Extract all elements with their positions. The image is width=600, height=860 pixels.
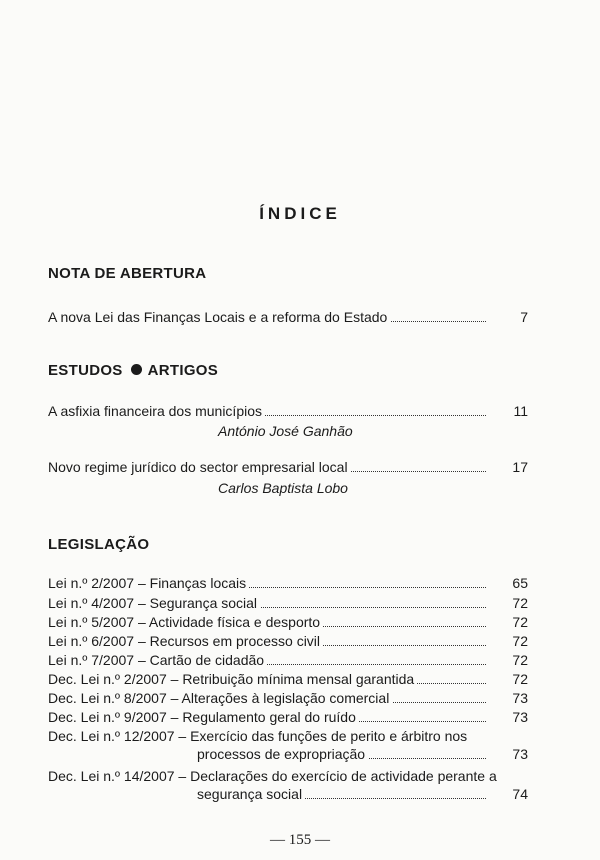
section-heading-nota-de-abertura: NOTA DE ABERTURA xyxy=(48,265,207,282)
toc-entry[interactable] xyxy=(48,458,528,476)
toc-entry-title: Novo regime jurídico do sector empresarial local xyxy=(48,459,351,475)
toc-entry-page: 72 xyxy=(512,614,528,630)
toc-entry-page: 17 xyxy=(512,459,528,475)
toc-entry-title: Lei n.º 6/2007 – Recursos em processo civil xyxy=(48,633,323,649)
toc-entry[interactable] xyxy=(48,574,528,592)
toc-entry-title: Lei n.º 4/2007 – Segurança social xyxy=(48,595,260,611)
toc-entry-title: Dec. Lei n.º 12/2007 – Exercício das funções de perito e árbitro nos xyxy=(48,728,470,744)
toc-entry-page: 7 xyxy=(520,309,528,325)
page-title: ÍNDICE xyxy=(259,204,341,223)
section-heading-right: ARTIGOS xyxy=(147,362,219,379)
toc-entry[interactable] xyxy=(48,708,528,726)
toc-entry[interactable] xyxy=(48,632,528,650)
bullet-icon xyxy=(131,364,142,375)
toc-entry-title: Lei n.º 5/2007 – Actividade física e desporto xyxy=(48,614,323,630)
toc-entry-page: 65 xyxy=(512,575,528,591)
toc-entry[interactable] xyxy=(48,402,528,420)
toc-entry-title: Dec. Lei n.º 14/2007 – Declarações do exercício de actividade perante a xyxy=(48,768,500,784)
toc-entry[interactable] xyxy=(48,651,528,669)
page-number: — 155 — xyxy=(270,832,330,848)
toc-entry[interactable] xyxy=(48,767,528,803)
section-heading-estudos-artigos xyxy=(48,362,218,379)
toc-entry-page: 73 xyxy=(512,746,528,762)
toc-entry-page: 72 xyxy=(512,633,528,649)
section-heading-left: ESTUDOS xyxy=(48,362,123,379)
toc-entry-author: Carlos Baptista Lobo xyxy=(218,480,348,496)
toc-entry-page: 72 xyxy=(512,671,528,687)
toc-entry[interactable] xyxy=(48,689,528,707)
toc-entry[interactable] xyxy=(48,670,528,688)
toc-entry-page: 72 xyxy=(512,595,528,611)
toc-entry-title: Lei n.º 2/2007 – Finanças locais xyxy=(48,575,249,591)
toc-entry-title: Lei n.º 7/2007 – Cartão de cidadão xyxy=(48,652,267,668)
toc-entry-page: 11 xyxy=(513,403,528,419)
toc-entry[interactable] xyxy=(48,727,528,763)
toc-entry-page: 74 xyxy=(512,786,528,802)
toc-entry-title: Dec. Lei n.º 9/2007 – Regulamento geral do ruído xyxy=(48,709,359,725)
toc-entry-title: Dec. Lei n.º 2/2007 – Retribuição mínima mensal garantida xyxy=(48,671,417,687)
toc-entry-title: A nova Lei das Finanças Locais e a reforma do Estado xyxy=(48,309,390,325)
toc-entry[interactable] xyxy=(48,308,528,326)
section-heading-legislacao: LEGISLAÇÃO xyxy=(48,536,150,553)
toc-entry[interactable] xyxy=(48,594,528,612)
toc-entry-title: A asfixia financeira dos municípios xyxy=(48,403,265,419)
toc-entry[interactable] xyxy=(48,613,528,631)
toc-entry-page: 72 xyxy=(512,652,528,668)
toc-entry-page: 73 xyxy=(512,690,528,706)
toc-entry-title: Dec. Lei n.º 8/2007 – Alterações à legislação comercial xyxy=(48,690,392,706)
toc-entry-title-continuation: segurança social xyxy=(48,786,305,802)
toc-entry-title-continuation: processos de expropriação xyxy=(48,746,368,762)
toc-entry-author: António José Ganhão xyxy=(218,423,353,439)
toc-entry-page: 73 xyxy=(512,709,528,725)
